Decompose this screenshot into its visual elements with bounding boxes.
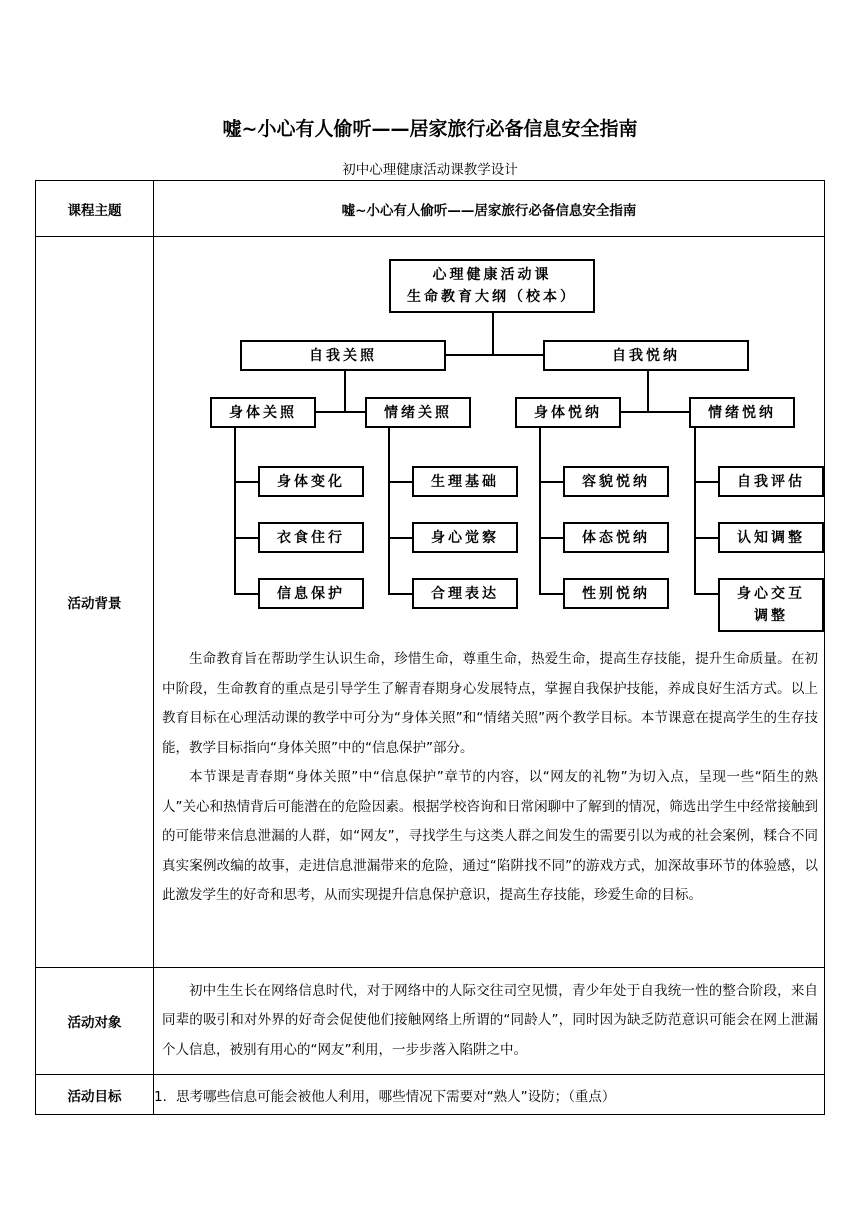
row-label-audience: 活动对象 [36, 968, 154, 1075]
org-node-leaf: 容貌悦纳 [563, 466, 669, 497]
org-node-l2: 身体悦纳 [515, 397, 621, 428]
org-root-line2: 生命教育大纲（校本） [407, 289, 577, 305]
audience-paragraph: 初中生生长在网络信息时代，对于网络中的人际交往司空见惯，青少年处于自我统一性的整合阶段，来自同辈的吸引和对外界的好奇会促使他们接触网络上所谓的“同龄人”，同时因为缺乏防范意识可能会在网上泄漏个人信息，被别有用心的“网友”利用，一步步落入陷阱之中。 [162, 982, 818, 1058]
row-label-goals: 活动目标 [36, 1075, 154, 1115]
background-cell [154, 237, 825, 968]
org-node-leaf: 合理表达 [412, 578, 518, 609]
table-row-background [36, 237, 825, 968]
org-node-leaf: 性别悦纳 [563, 578, 669, 609]
org-node-leaf: 生理基础 [412, 466, 518, 497]
background-paragraph: 生命教育旨在帮助学生认识生命，珍惜生命，尊重生命，热爱生命，提高生存技能，提升生命质量。在初中阶段，生命教育的重点是引导学生了解青春期身心发展特点，掌握自我保护技能，养成良好生活方式。以上教育目标在心理活动课的教学中可分为“身体关照”和“情绪关照”两个教学目标。本节课意在提高学生的生存技能，教学目标指向“身体关照”中的“信息保护”部分。 [162, 651, 818, 756]
document-title: 嘘~小心有人偷听——居家旅行必备信息安全指南 [222, 118, 638, 140]
curriculum-org-chart [154, 237, 824, 639]
table-row-topic [36, 181, 825, 237]
row-label-topic: 课程主题 [36, 181, 154, 237]
org-node-leaf: 身心觉察 [412, 522, 518, 553]
row-label-background: 活动背景 [36, 237, 154, 968]
org-node-leaf: 身体变化 [258, 466, 364, 497]
org-root-line1: 心理健康活动课 [432, 267, 552, 283]
document-subtitle: 初中心理健康活动课教学设计 [342, 162, 518, 178]
org-node-leaf: 自我评估 [718, 466, 824, 497]
org-node-leaf: 身心交互调整 [718, 578, 824, 632]
org-node-leaf: 认知调整 [718, 522, 824, 553]
table-row-goals [36, 1075, 825, 1115]
org-node-self-care: 自我关照 [240, 340, 446, 371]
goal-item: 1．思考哪些信息可能会被他人利用，哪些情况下需要对“熟人”设防；（重点） [154, 1075, 825, 1115]
org-node-l2: 情绪悦纳 [689, 397, 795, 428]
org-node-l2: 情绪关照 [365, 397, 471, 428]
org-node-root [389, 259, 595, 313]
org-node-leaf: 体态悦纳 [563, 522, 669, 553]
topic-value: 嘘~小心有人偷听——居家旅行必备信息安全指南 [154, 181, 825, 237]
org-node-leaf: 衣食住行 [258, 522, 364, 553]
org-node-self-accept: 自我悦纳 [543, 340, 749, 371]
org-node-leaf: 信息保护 [258, 578, 364, 609]
org-node-l2: 身体关照 [210, 397, 316, 428]
table-row-audience [36, 968, 825, 1075]
background-paragraph: 本节课是青春期“身体关照”中“信息保护”章节的内容，以“网友的礼物”为切入点，呈现一些“陌生的熟人”关心和热情背后可能潜在的危险因素。根据学校咨询和日常闲聊中了解到的情况，筛选出学生中经常接触到的可能带来信息泄漏的人群，如“网友”，寻找学生与这类人群之间发生的需要引以为戒的社会案例，糅合不同真实案例改编的故事，走进信息泄漏带来的危险，通过“陷阱找不同”的游戏方式，加深故事环节的体验感，以此激发学生的好奇和思考，从而实现提升信息保护意识，提高生存技能，珍爱生命的目标。 [162, 769, 818, 903]
audience-cell [154, 968, 825, 1075]
lesson-plan-table [35, 180, 825, 1115]
